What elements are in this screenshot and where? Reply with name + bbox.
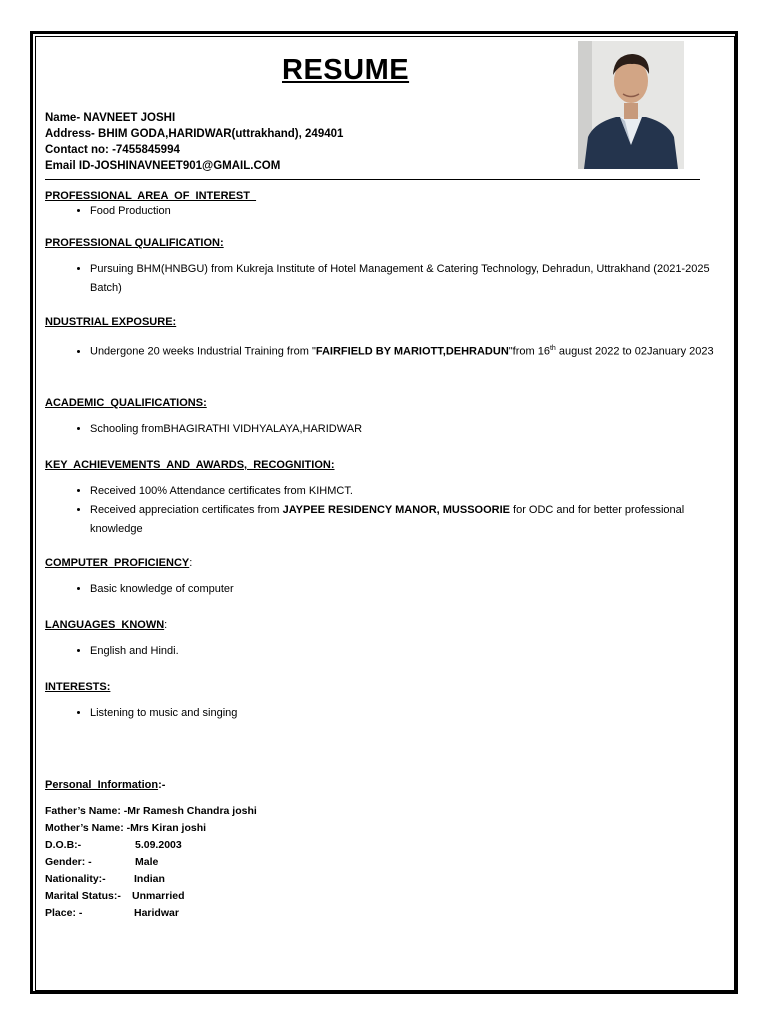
personal-info — [45, 803, 257, 922]
place-value: Haridwar — [134, 907, 179, 919]
section-interest-area — [45, 190, 725, 221]
section-interests — [45, 681, 725, 723]
section-heading: PROFESSIONAL QUALIFICATION: — [45, 237, 224, 249]
info-row-place — [45, 905, 257, 922]
section-achievements — [45, 459, 725, 539]
list-item: • Basic knowledge of computer — [90, 580, 725, 599]
nationality-value: Indian — [134, 873, 165, 885]
list-item: • Listening to music and singing — [90, 704, 725, 723]
father-name: Father’s Name: -Mr Ramesh Chandra joshi — [45, 805, 257, 817]
section-heading-row — [45, 779, 725, 791]
gender-value: Male — [135, 856, 159, 868]
industrial-hotel: FAIRFIELD BY MARIOTT,DEHRADUN — [315, 345, 509, 358]
section-heading: Personal Information — [45, 779, 159, 791]
info-row-nationality — [45, 871, 257, 888]
list-item: • Schooling fromBHAGIRATHI VIDHYALAYA,HARIDWAR — [90, 420, 725, 439]
list-item — [90, 339, 715, 362]
section-heading: KEY ACHIEVEMENTS AND AWARDS, RECOGNITION: — [45, 459, 335, 471]
bullet-list — [45, 482, 725, 539]
resume-title: RESUME — [282, 54, 410, 86]
person-photo-icon — [578, 41, 684, 169]
industrial-text-end: august 2022 to 02January 2023 — [555, 345, 714, 358]
list-item: • Pursuing BHM(HNBGU) from Kukreja Institute of Hotel Management & Catering Technology, Dehradun, Uttrakhand (2021-2025 Batch) — [90, 260, 715, 298]
section-qualification — [45, 237, 725, 298]
contact-name: Name- NAVNEET JOSHI — [45, 112, 176, 124]
section-languages — [45, 619, 725, 661]
bullet-list — [45, 642, 725, 661]
achievement-hotel: JAYPEE RESIDENCY MANOR, MUSSOORIE — [282, 504, 510, 516]
dob-value: 5.09.2003 — [135, 839, 182, 851]
section-heading: INTERESTS: — [45, 681, 111, 693]
heading-colon: :- — [158, 779, 166, 791]
section-heading: LANGUAGES KNOWN — [45, 619, 165, 631]
section-academic — [45, 397, 725, 439]
industrial-text-mid: "from 16 — [508, 345, 550, 358]
profile-photo — [578, 41, 684, 169]
section-heading: ACADEMIC QUALIFICATIONS: — [45, 397, 207, 409]
info-row-dob — [45, 837, 257, 854]
gender-label: Gender: - — [45, 856, 92, 868]
industrial-text-start: Undergone 20 weeks Industrial Training from " — [90, 345, 316, 358]
section-computer — [45, 557, 725, 599]
mother-name: Mother’s Name: -Mrs Kiran joshi — [45, 822, 207, 834]
contact-address: Address- BHIM GODA,HARIDWAR(uttrakhand), 249401 — [45, 128, 344, 140]
heading-colon: : — [164, 619, 168, 631]
heading-colon: : — [189, 557, 193, 569]
section-heading-row — [45, 619, 725, 631]
bullet-list — [45, 580, 725, 599]
bullet-list — [45, 202, 725, 221]
section-heading-row — [45, 557, 725, 569]
contact-email: Email ID-JOSHINAVNEET901@GMAIL.COM — [45, 160, 281, 172]
section-personal — [45, 779, 725, 791]
bullet-list — [45, 339, 725, 362]
section-industrial — [45, 316, 725, 362]
contact-block — [45, 110, 343, 174]
achievement-text-start: Received appreciation certificates from — [90, 504, 283, 516]
nationality-label: Nationality:- — [45, 873, 106, 885]
marital-label: Marital Status:- — [45, 890, 121, 902]
bullet-list — [45, 704, 725, 723]
section-heading: PROFESSIONAL AREA OF INTEREST — [45, 190, 257, 202]
info-row-gender — [45, 854, 257, 871]
contact-phone: Contact no: -7455845994 — [45, 144, 180, 156]
marital-value: Unmarried — [132, 890, 185, 902]
achievement-text-end: for ODC and for better professional knowledge — [90, 504, 685, 535]
bullet-list — [45, 260, 725, 298]
header-divider — [45, 179, 700, 180]
list-item: • Food Production — [90, 202, 725, 221]
section-heading: COMPUTER PROFICIENCY — [45, 557, 190, 569]
section-heading: NDUSTRIAL EXPOSURE: — [45, 316, 177, 328]
list-item: • Received 100% Attendance certificates from KIHMCT. — [90, 482, 725, 501]
info-row-marital — [45, 888, 257, 905]
bullet-list — [45, 420, 725, 439]
place-label: Place: - — [45, 907, 83, 919]
list-item — [90, 501, 715, 539]
dob-label: D.O.B:- — [45, 839, 82, 851]
list-item: • English and Hindi. — [90, 642, 725, 661]
industrial-sup: th — [549, 345, 556, 352]
